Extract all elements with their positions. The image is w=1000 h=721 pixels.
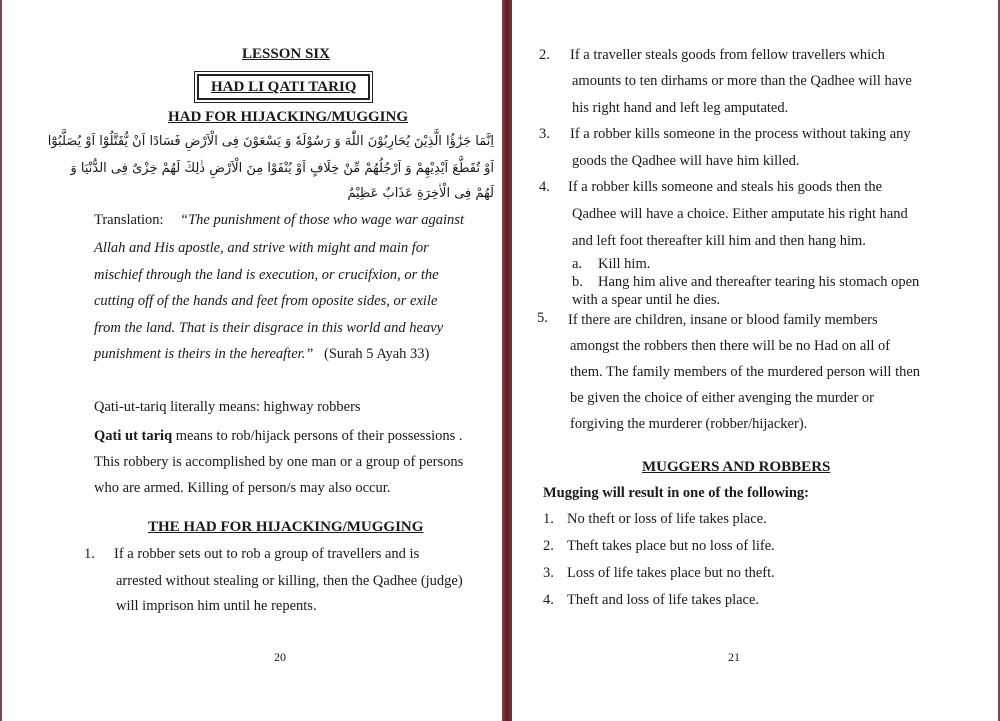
list-item-1-text: No theft or loss of life takes place. xyxy=(567,511,767,527)
item-4-line-2: Qadhee will have a choice. Either amputate his right hand xyxy=(572,206,908,222)
translation-line-2: Allah and His apostle, and strive with might and main for xyxy=(94,240,429,256)
item-5-line-3: them. The family members of the murdered person will then xyxy=(570,364,921,380)
page-number-left: 20 xyxy=(274,650,286,664)
definition-line-1 xyxy=(94,428,463,445)
translation-line-6: punishment is theirs in the hereafter.” xyxy=(94,346,314,362)
item-4-line-1: If a robber kills someone and steals his goods then the xyxy=(568,179,883,195)
translation-line-1: “The punishment of those who wage war against xyxy=(180,212,464,228)
list-item-2-number: 2. xyxy=(543,538,554,554)
item-4-line-3: and left foot thereafter kill him and then hang him. xyxy=(572,233,866,249)
meaning-line: Qati-ut-tariq literally means: highway robbers xyxy=(94,399,361,415)
arabic-verse-line-3: لَهُمْ فِى الْاٰخِرَةِ عَذَابٌ عَظِيْمٌ xyxy=(347,186,494,201)
sub-item-b-line-1: Hang him alive and thereafter tearing his stomach open xyxy=(598,274,920,290)
definition-text: means to rob/hijack persons of their possessions . xyxy=(172,428,463,444)
item-5-line-4: be given the choice of either avenging the murder or xyxy=(570,390,874,406)
boxed-title: HAD LI QATI TARIQ xyxy=(197,74,370,100)
translation-line-4: cutting off of the hands and feet from oposite sides, or exile xyxy=(94,293,438,309)
list-item-2-text: Theft takes place but no loss of life. xyxy=(567,538,775,554)
item-1-line-1: If a robber sets out to rob a group of travellers and is xyxy=(114,546,420,562)
list-item-4-number: 4. xyxy=(543,592,554,608)
list-item-1-number: 1. xyxy=(543,511,554,527)
item-2-line-2: amounts to ten dirhams or more than the Qadhee will have xyxy=(572,73,912,89)
item-5-line-1: If there are children, insane or blood family members xyxy=(568,312,878,328)
item-1-line-3: will imprison him until he repents. xyxy=(116,598,317,614)
book-spine xyxy=(502,0,512,721)
list-item-4-text: Theft and loss of life takes place. xyxy=(567,592,760,608)
list-item-3-number: 3. xyxy=(543,565,554,581)
section-heading-left: THE HAD FOR HIJACKING/MUGGING xyxy=(148,519,424,535)
right-page xyxy=(512,0,1000,721)
definition-term: Qati ut tariq xyxy=(94,428,173,444)
item-3-line-2: goods the Qadhee will have him killed. xyxy=(572,153,800,169)
section-heading-right: MUGGERS AND ROBBERS xyxy=(642,459,831,475)
arabic-verse-line-1: اِنَّمَا جَزٰٓؤُا الَّذِيْنَ يُحَارِبُوْنَ اللّٰهَ وَ رَسُوْلَهٗ وَ يَسْعَوْنَ فِى الْاَرْضِ فَسَادًا اَنْ يُّقَتَّلُوْٓا اَوْ يُصَلَّبُوْٓا xyxy=(47,134,494,149)
sub-item-b-label: b. xyxy=(572,274,583,290)
item-5-line-5: forgiving the murderer (robber/hijacker). xyxy=(570,416,808,432)
item-1-line-2: arrested without stealing or killing, then the Qadhee (judge) xyxy=(116,573,463,589)
item-3-line-1: If a robber kills someone in the process without taking any xyxy=(570,126,911,142)
translation-line-3: mischief through the land is execution, or crucifxion, or the xyxy=(94,267,439,283)
item-2-line-1: If a traveller steals goods from fellow travellers which xyxy=(570,47,885,63)
verse-citation: (Surah 5 Ayah 33) xyxy=(324,346,430,362)
mugging-intro: Mugging will result in one of the following: xyxy=(543,485,809,501)
item-2-line-3: his right hand and left leg amputated. xyxy=(572,100,789,116)
item-3-number: 3. xyxy=(539,126,550,142)
item-4-number: 4. xyxy=(539,179,550,195)
lesson-title: LESSON SIX xyxy=(242,46,330,62)
item-1-number: 1. xyxy=(84,546,95,562)
arabic-verse-line-2: اَوْ تُقَطَّعَ اَيْدِيْهِمْ وَ اَرْجُلُهُمْ مِّنْ خِلَافٍ اَوْ يُنْفَوْا مِنَ الْاَرْضِ ذٰلِكَ لَهُمْ خِزْىٌ فِى الدُّنْيَا وَ xyxy=(70,161,494,176)
list-item-3-text: Loss of life takes place but no theft. xyxy=(567,565,775,581)
item-5-line-2: amongst the robbers then there will be no Had on all of xyxy=(570,338,891,354)
item-5-number: 5. xyxy=(537,310,548,326)
boxed-title-frame xyxy=(197,78,370,96)
definition-line-3: who are armed. Killing of person/s may also occur. xyxy=(94,480,391,496)
page-number-right: 21 xyxy=(728,650,740,664)
sub-item-a-text: Kill him. xyxy=(598,256,651,272)
definition-line-2: This robbery is accomplished by one man or a group of persons xyxy=(94,454,464,470)
translation-line-5: from the land. That is their disgrace in this world and heavy xyxy=(94,320,444,336)
item-2-number: 2. xyxy=(539,47,550,63)
sub-item-a-label: a. xyxy=(572,256,583,272)
sub-item-b-line-2: with a spear until he dies. xyxy=(572,292,721,308)
page-subtitle: HAD FOR HIJACKING/MUGGING xyxy=(168,109,408,125)
translation-label: Translation: xyxy=(94,212,164,228)
